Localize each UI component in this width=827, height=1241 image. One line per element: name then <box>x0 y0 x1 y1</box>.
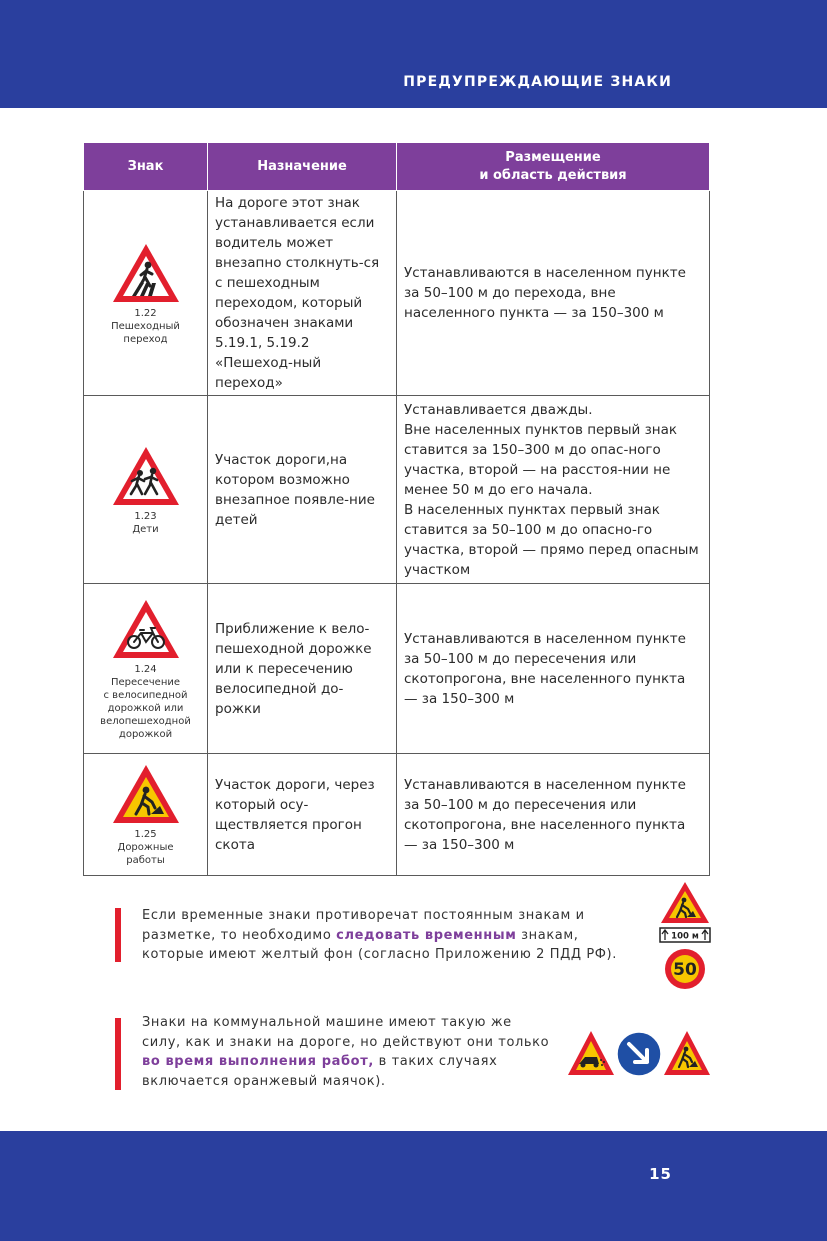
children-sign-icon <box>110 444 182 508</box>
sign-number: 1.24 <box>134 663 157 675</box>
sign-cell <box>84 191 208 396</box>
placement-cell: Устанавливаются в населенном пункте за 50–100 м до перехода, вне населенного пункта — за 150–300 м <box>397 191 710 396</box>
sign-cell <box>84 754 208 876</box>
purpose-cell: Участок дороги,на котором возможно внезапное появле-ние детей <box>208 396 397 584</box>
table-row <box>84 396 710 584</box>
table-row <box>84 754 710 876</box>
temporary-signs-illustration <box>659 881 711 991</box>
road-works-sign-icon <box>664 1031 710 1075</box>
sign-cell <box>84 396 208 584</box>
speed-limit-value: 50 <box>673 960 697 980</box>
note-accent-bar <box>115 1018 121 1090</box>
detour-direction-sign-icon <box>617 1032 661 1076</box>
speed-limit-sign-icon <box>665 949 705 989</box>
bicycle-sign-icon <box>110 597 182 661</box>
temporary-signs-note: Если временные знаки противоречат постоянным знакам и разметке, то необходимо следовать временным знакам, которые имеют желтый фон (согласно Приложению 2 ПДД РФ). <box>142 908 617 962</box>
distance-plate <box>660 928 710 942</box>
road-works-sign-icon <box>110 762 182 826</box>
sign-name: Дети <box>132 523 159 535</box>
sign-cell <box>84 584 208 754</box>
plate-text: 100 м <box>671 931 699 942</box>
placement-cell: Устанавливаются в населенном пункте за 50–100 м до пересечения или скотопрогона, вне населенного пункта — за 150–300 м <box>397 754 710 876</box>
top-band <box>0 0 827 108</box>
signs-table <box>83 142 710 876</box>
table-header-row <box>84 143 710 191</box>
column-header-purpose: Назначение <box>208 143 397 191</box>
column-header-placement: Размещение и область действия <box>397 143 710 191</box>
note-accent-bar <box>115 908 121 962</box>
note-highlight: во время выполнения работ, <box>142 1054 374 1069</box>
page-number: 15 <box>649 1165 672 1183</box>
gravel-sign-icon <box>568 1031 614 1075</box>
column-header-sign: Знак <box>84 143 208 191</box>
sign-name: Дорожные работы <box>117 842 174 866</box>
purpose-cell: Участок дороги, через который осу-ществляется прогон скота <box>208 754 397 876</box>
sign-number: 1.22 <box>134 307 157 319</box>
section-title: ПРЕДУПРЕЖДАЮЩИЕ ЗНАКИ <box>403 74 672 90</box>
table-row <box>84 191 710 396</box>
placement-cell: Устанавливается дважды. Вне населенных пунктов первый знак ставится за 150–300 м до опас-ного участка, второй — на расстоя-нии не менее 50 м до его начала. В населенных пунктах первый знак ставится за 50–100 м до опасно-го участка, второй — прямо перед опасным участком <box>397 396 710 584</box>
sign-name: Пешеходный переход <box>111 320 180 345</box>
note-highlight: следовать временным <box>336 927 517 943</box>
municipal-signs-illustration <box>566 1029 712 1081</box>
sign-name: Пересечение с велосипедной дорожкой или велопешеходной дорожкой <box>100 676 191 740</box>
table-row <box>84 584 710 754</box>
municipal-vehicle-note: Знаки на коммунальной машине имеют такую же силу, как и знаки на дороге, но действуют они только во время выполнения работ, в таких случаях включается оранжевый маячок). <box>142 1015 550 1089</box>
purpose-cell: На дороге этот знак устанавливается если водитель может внезапно столкнуть-ся с пешеходным переходом, который обозначен знаками 5.19.1, 5.19.2 «Пешеход-ный переход» <box>208 191 397 396</box>
sign-number: 1.25 <box>134 829 157 840</box>
pedestrian-crossing-sign-icon <box>110 241 182 305</box>
sign-number: 1.23 <box>134 510 157 522</box>
bottom-band <box>0 1131 827 1241</box>
purpose-cell: Приближение к вело-пешеходной дорожке или к пересечению велосипедной до-рожки <box>208 584 397 754</box>
placement-cell: Устанавливаются в населенном пункте за 50–100 м до пересечения или скотопрогона, вне населенного пункта — за 150–300 м <box>397 584 710 754</box>
road-works-sign-icon <box>661 882 709 923</box>
